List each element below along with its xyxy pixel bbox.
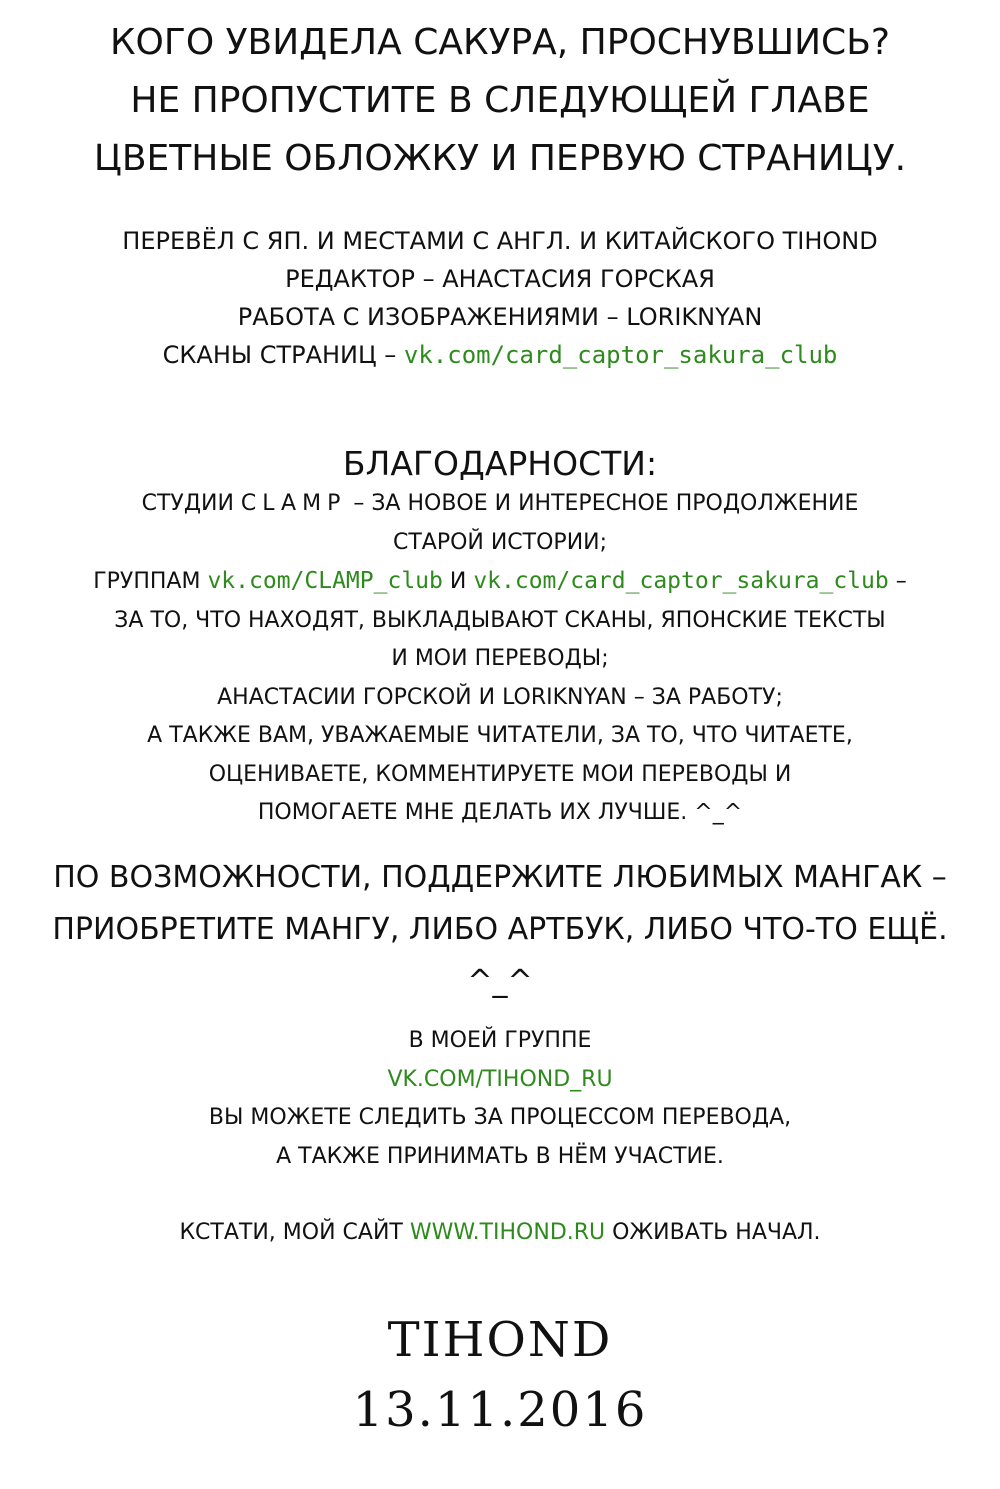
- clamp-suffix: – ЗА НОВОЕ И ИНТЕРЕСНОЕ ПРОДОЛЖЕНИЕ: [346, 491, 859, 516]
- thanks-clamp: [0, 485, 1000, 524]
- thanks-section: [0, 485, 1000, 833]
- site-suffix: ОЖИВАТЬ НАЧАЛ.: [605, 1220, 821, 1245]
- site-link[interactable]: WWW.TIHOND.RU: [409, 1220, 606, 1245]
- thanks-clamp-line2: СТАРОЙ ИСТОРИИ;: [392, 529, 608, 555]
- site-line: [0, 1214, 1000, 1252]
- site-prefix: КСТАТИ, МОЙ САЙТ: [179, 1220, 410, 1245]
- clamp-club-link[interactable]: vk.com/CLAMP_club: [207, 568, 443, 594]
- teaser-line: ЦВЕТНЫЕ ОБЛОЖКУ И ПЕРВУЮ СТРАНИЦУ.: [93, 138, 907, 179]
- groups-suffix: –: [888, 569, 907, 594]
- scans-label: СКАНЫ СТРАНИЦ –: [162, 341, 404, 369]
- support-line1: ПО ВОЗМОЖНОСТИ, ПОДДЕРЖИТЕ ЛЮБИМЫХ МАНГАК –: [53, 860, 947, 895]
- signature-name: TIHOND: [387, 1312, 613, 1368]
- groups-and: И: [442, 569, 474, 594]
- ccs-club-link[interactable]: vk.com/card_captor_sakura_club: [473, 568, 889, 594]
- thanks-readers-line2: ОЦЕНИВАЕТЕ, КОММЕНТИРУЕТЕ МОИ ПЕРЕВОДЫ И: [208, 761, 792, 787]
- group-line3: ВЫ МОЖЕТЕ СЛЕДИТЬ ЗА ПРОЦЕССОМ ПЕРЕВОДА,: [208, 1105, 792, 1130]
- support-line2: ПРИОБРЕТИТЕ МАНГУ, ЛИБО АРТБУК, ЛИБО ЧТО-ТО ЕЩЁ.: [52, 912, 948, 947]
- next-chapter-teaser: [0, 14, 1000, 188]
- groups-prefix: ГРУППАМ: [93, 569, 208, 594]
- support-smiley: ^_^: [467, 964, 533, 999]
- images-credit: РАБОТА С ИЗОБРАЖЕНИЯМИ – LORIKNYAN: [237, 303, 763, 331]
- thanks-groups: [0, 562, 1000, 602]
- support-section: [0, 852, 1000, 1008]
- scans-credit: [0, 336, 1000, 374]
- thanks-readers-line3: ПОМОГАЕТЕ МНЕ ДЕЛАТЬ ИХ ЛУЧШЕ. ^_^: [257, 800, 743, 825]
- credits-section: [0, 222, 1000, 374]
- scans-link[interactable]: vk.com/card_captor_sakura_club: [403, 341, 838, 369]
- teaser-line: КОГО УВИДЕЛА САКУРА, ПРОСНУВШИСЬ?: [109, 22, 890, 63]
- teaser-line: НЕ ПРОПУСТИТЕ В СЛЕДУЮЩЕЙ ГЛАВЕ: [130, 80, 870, 121]
- thanks-team: АНАСТАСИИ ГОРСКОЙ И LORIKNYAN – ЗА РАБОТУ;: [217, 684, 783, 710]
- group-line4: А ТАКЖЕ ПРИНИМАТЬ В НЁМ УЧАСТИЕ.: [276, 1143, 724, 1169]
- thanks-readers-line1: А ТАКЖЕ ВАМ, УВАЖАЕМЫЕ ЧИТАТЕЛИ, ЗА ТО, ЧТО ЧИТАЕТЕ,: [147, 723, 853, 748]
- clamp-prefix: СТУДИИ: [141, 491, 241, 516]
- clamp-name: CLAMP: [240, 491, 347, 516]
- group-line1: В МОЕЙ ГРУППЕ: [408, 1028, 592, 1053]
- tihond-group-link[interactable]: VK.COM/TIHOND_RU: [387, 1066, 613, 1092]
- signature-date: 13.11.2016: [352, 1382, 648, 1438]
- translator-credit: ПЕРЕВЁЛ С ЯП. И МЕСТАМИ С АНГЛ. И КИТАЙСКОГО TIHOND: [122, 227, 878, 255]
- group-section: [0, 1022, 1000, 1176]
- thanks-title: БЛАГОДАРНОСТИ:: [342, 444, 658, 483]
- editor-credit: РЕДАКТОР – АНАСТАСИЯ ГОРСКАЯ: [285, 265, 715, 293]
- thanks-groups-line2: ЗА ТО, ЧТО НАХОДЯТ, ВЫКЛАДЫВАЮТ СКАНЫ, ЯПОНСКИЕ ТЕКСТЫ: [114, 607, 886, 633]
- site-section: [0, 1214, 1000, 1252]
- signature: [0, 1305, 1000, 1445]
- thanks-groups-line3: И МОИ ПЕРЕВОДЫ;: [391, 646, 609, 671]
